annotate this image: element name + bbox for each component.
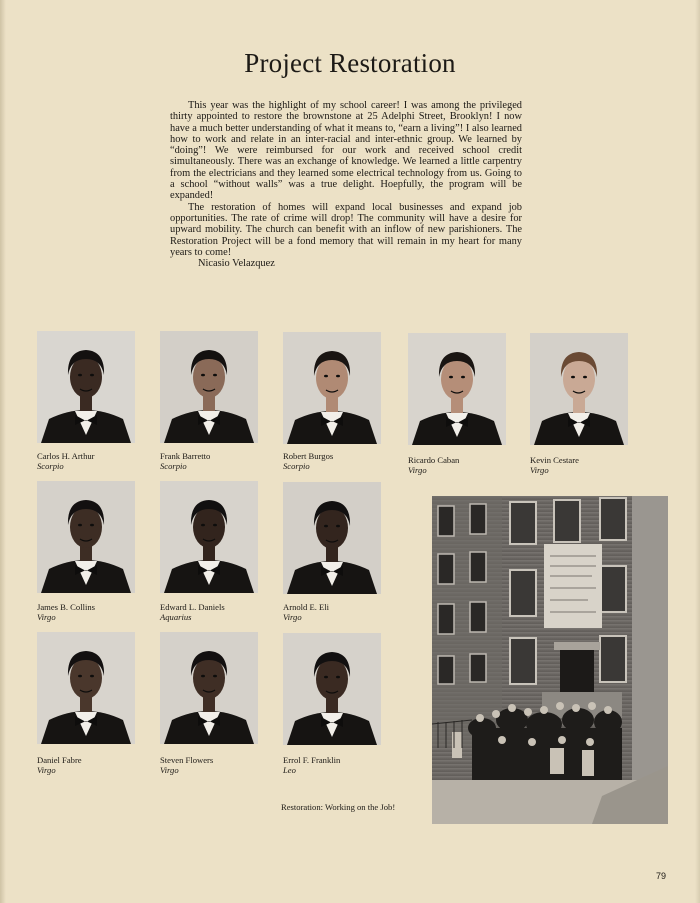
portrait-photo <box>37 331 135 443</box>
zodiac-sign: Virgo <box>408 465 427 475</box>
portrait-photo <box>408 333 506 445</box>
portrait-caption <box>408 455 459 475</box>
portrait-figure <box>160 632 258 744</box>
zodiac-sign: Leo <box>283 765 296 775</box>
portrait-figure <box>283 482 381 594</box>
restoration-group-photo <box>432 496 668 824</box>
student-name: James B. Collins <box>37 602 96 612</box>
portrait-caption <box>37 602 95 622</box>
portrait-caption <box>160 602 225 622</box>
portrait-figure <box>408 333 506 445</box>
portrait-figure <box>283 633 381 745</box>
portrait-caption <box>37 755 82 775</box>
student-name: Errol F. Franklin <box>283 755 341 765</box>
portrait-photo <box>283 482 381 594</box>
portrait-figure <box>160 331 258 443</box>
portrait-photo <box>160 481 258 593</box>
portrait-photo <box>160 331 258 443</box>
portrait-caption <box>160 451 210 471</box>
page-number: 79 <box>656 871 667 881</box>
portrait-figure <box>283 332 381 444</box>
student-name: Kevin Cestare <box>530 455 579 465</box>
article-paragraph: This year was the highlight of my school career! I was among the privileged thirty appointed to restore the brownstone at 25 Adelphi Street, Brooklyn! I now have a much better understanding of what it means to, “earn a living”! I also learned how to work and relate in an inter-racial and inter-ethnic group. We learned by “doing”! We were reimbursed for our work and received school credit simultaneously. There was an exchange of knowledge. We learned a little carpentry from the electricians and they learned some electrical technology from us. Going to a school “without walls” was a true delight. Hoepfully, the program will be expanded! <box>170 100 522 202</box>
student-name: Frank Barretto <box>160 451 211 461</box>
portrait-photo <box>283 332 381 444</box>
portrait-photo <box>530 333 628 445</box>
zodiac-sign: Scorpio <box>283 461 310 471</box>
portrait-caption <box>283 602 329 622</box>
article-signature: Nicasio Velazquez <box>198 258 275 270</box>
portrait-caption <box>37 451 95 471</box>
zodiac-sign: Virgo <box>37 765 56 775</box>
photo-caption: Restoration: Working on the Job! <box>281 802 396 812</box>
portrait-figure <box>530 333 628 445</box>
portrait-figure <box>37 632 135 744</box>
zodiac-sign: Scorpio <box>37 461 64 471</box>
article-paragraph: The restoration of homes will expand local businesses and expand job opportunities. The rate of crime will drop! The community will have a desire for upward mobility. The church can benefit with an inflow of new parishioners. The Restoration Project will be a fond memory that will remain in my heart for many years to come! <box>170 201 522 258</box>
zodiac-sign: Virgo <box>37 612 56 622</box>
page-edge-shadow <box>695 0 700 903</box>
student-name: Carlos H. Arthur <box>37 451 95 461</box>
portrait-caption <box>530 455 579 475</box>
portrait-caption <box>283 755 340 775</box>
portrait-photo <box>37 632 135 744</box>
zodiac-sign: Virgo <box>160 765 179 775</box>
portrait-figure <box>37 331 135 443</box>
zodiac-sign: Virgo <box>530 465 549 475</box>
portrait-photo <box>160 632 258 744</box>
portrait-figure <box>160 481 258 593</box>
student-name: Arnold E. Eli <box>283 602 330 612</box>
portrait-photo <box>283 633 381 745</box>
page-edge-shadow <box>0 0 6 903</box>
student-name: Daniel Fabre <box>37 755 82 765</box>
article-body <box>170 100 522 269</box>
student-name: Steven Flowers <box>160 755 214 765</box>
portrait-caption <box>283 451 333 471</box>
page-title: Project Restoration <box>244 48 456 78</box>
portrait-photo <box>37 481 135 593</box>
student-name: Robert Burgos <box>283 451 334 461</box>
zodiac-sign: Aquarius <box>160 612 192 622</box>
portrait-caption <box>160 755 213 775</box>
student-name: Ricardo Caban <box>408 455 460 465</box>
zodiac-sign: Virgo <box>283 612 302 622</box>
zodiac-sign: Scorpio <box>160 461 187 471</box>
portrait-figure <box>37 481 135 593</box>
student-name: Edward L. Daniels <box>160 602 225 612</box>
